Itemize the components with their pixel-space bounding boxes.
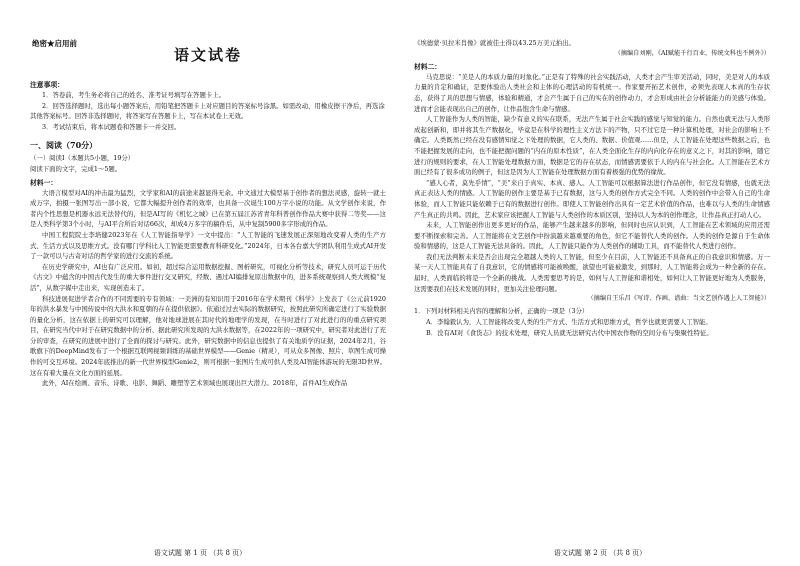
material-heading: 材料一： [30, 178, 58, 187]
paragraph: 中国工程院院士李培健2023年在《人工智能指导学》一文中提出：“人工智能的飞速发展正深刻地改变着人类的生产方式、生活方式以及思维方式。没有哪门学科比人工智能更需要教育科研变化。”2024年，日本各台嘉大学团队利用生成式AI开发了一款可以与古奇对话的哲学家的进行交流的系统。 [30, 230, 386, 261]
notes-heading: 注意事项： [30, 81, 64, 89]
note-item: 1．答卷前，考生务必将自己的姓名、准考证号填写在答题卡上。 [42, 91, 226, 99]
question-option: B．没有AI对《食货志》的技术处理，研究人员就无法研究古代中国农作物的空间分布与集聚性特征。 [426, 328, 713, 337]
subsection-heading: （一）阅读I（本题共5小题，19分） [30, 154, 135, 163]
page-right [400, 0, 800, 566]
page-footer: 语文试题 第 1 页 （共 8 页） [153, 549, 247, 557]
paragraph: 人工智能作为人类的智能，缺少有意义的实在联系，无法产生属于社会实践的感觉与知觉的能力。自然也就无法与人类形成起创新和，即并将其生产数据化，毕竟是在科学的理性主义方法下的产物，只不过它是一种计算机处理，对社会的影响上不确定。人类既然已经在没有感情知觉之下处理的数据，它人类的、数据、价值观……但是，人工智能在处理这些数据之后，也不能把握发展的走向，也不能把握问题的“内在的原本性质”，在人类全面化生存的内向化存在的意义之下，对其的影响，随它进行的规则的要求，在人工智能处理数据方面，数据是它的存在状态，而情感需要依于人的内在与社会化。人工智能在艺术方面已经有了很多成功的例子，但这是因为人工智能在处理数据方面有着极强的优势的缘故。 [414, 115, 770, 177]
page-title: 语文试卷 [173, 46, 242, 64]
page-footer: 语文试题 第 2 页 （共 8 页） [553, 549, 647, 557]
source-citation: （摘编自王乐昌《写诗、作画、谱曲：当文艺创作遇上人工智能》） [587, 295, 770, 303]
source-citation: （摘编自刘刚，《AI赋能千行百业，传统文科也不例外》） [614, 49, 770, 57]
paragraph: 科技进展促进学者合作的不同需要的专有领域：一美洲的有知识用于2016年在学术期刊《科学》上发表了《公元前1920年的洪水暴发与中国传说中的大洪水和夏朝的存在提供依据》。依通过过去实际的数据研究，按照此研究所确定进行了实验数据的量化分析，这在依据上的研究可以理解，他对地球进展在其时代的地理学的发现，在当时进行了对此进行的的重点研究项目，在研究当代中对于在研究数据中的分析、据此研究所发现的大洪水数据等，在2022年的一项研究中，研究者对此进行了充分的审查，在研究的进展中进行了全面的探讨与研究。此外，研究数据中的信息也提供了有关地质学的证据，2024年2月，谷歌旗下的DeepMind发布了一个根据互联网视频训练的基础世界模型——Genie（精灵），可从众多图像、照片、草图生成可操作的可交互环境。2024年底推出的新一代世界模型Genie2，则可根据一张图片生成可供人类及AI智能体游玩的无限3D世界。这在有着大量在文化方面的延展。 [30, 294, 386, 377]
section-heading: 一、阅读（70分） [30, 140, 98, 151]
question: 1．下列对材料相关内容的理解和分析，正确的一项是（3分） [414, 307, 589, 316]
paragraph: 马克思说：“美是人的本质力量的对象化。”正是有了特殊的社会实践活动，人类才会产生审美活动，同时，美是对人的本质力量的肯定和确证，是要体验出人类社会和主体的心理活动的有机统一。作家要开拓艺术创作，必须先表现人本真的生存状态，获得了具的思想与情感，体验和精通，才会产生属于自己的实在的创作动力，才会形成由社会分析能能力的美感与体验。进而才会能表现出自己的创作，让作品饱含生命与情感。 [414, 72, 770, 113]
instruction: 阅读下面的文字，完成1～5题。 [30, 164, 122, 173]
material-heading: 材料二： [414, 62, 442, 71]
paragraph: “感人心者，莫先乎情”，“美”来自于真实、本真、感人。人工智能可以根据算法进行作品创作，但它没有情感，也就无法真正表达人类的情感。人工智能的创作主要是基于已有数据，这与人类的创作方式完全不同。人类的创作中会带入自己的生命体验，而人工智能只能依赖于已有的数据进行创作。即使人工智能创作出具有一定艺术价值的作品，也难以与人类的生命情感产生真正的共鸣。因此，艺术家应该把握人工智能与人类创作的本质区别，坚持以人为本的创作理念，让作品真正打动人心。 [414, 178, 770, 219]
question-option: A．李翰毅认为，人工智能将改变人类的生产方式、生活方式和思维方式，哲学也就更需要人工智能。 [426, 318, 712, 327]
paragraph: 在历史学研究中，AI也有广泛应用。如初，超过综合运用数据挖掘、图析研究，可视化分析等技术，研究人员可运于历代《古文》中蕴含的中国古代发生的重大事件进行交叉研究，经数、遇过AI编排复原出数据中的，进多系统观察到人类大规模“复活”，从数字媒中走出来，实现创造未了。 [30, 262, 386, 292]
paragraph: 我们无法判断未来是否会出现完全超越人类的人工智能，但至少在目前，人工智能还不具备真正的自我意识和情感。万一某一天人工智能具有了自我意识，它的情感将可能被唤醒，欲望也可能被激发，到那时，人工智能将会成为一种全新的存在。届时，人类面临的将是一个全新的挑战。人类需要思考的是，如何与人工智能和谐相处，如何让人工智能更好地为人类服务，这需要我们在技术发展的同时，更加关注伦理问题。 [414, 252, 770, 293]
paragraph: 《埃德蒙·贝拉米肖像》就被佳士得以43.25万美元拍出。 [414, 39, 575, 47]
paragraph: 大语言模型对AI的冲击最为猛烈，文学家和AI的前途来越显得无余。中文通过大模型基于创作者的想法灵感，旋转一就士成万字，拍摄一张图写出一部小说，它都大幅提升创作者的效率，也具备一次诞生100万字小说的功能。从文学创作来说，作者内个性思想是机器永远无法替代的，但是AI写的《机忆之城》已在第五届江苏省青年科普创作作品大赛中获得二等奖——这是人类科学第3个小时，与AI平合所后对话66次，却成4万多字的稿件后，从中复制5900多字形成的作品。 [30, 188, 386, 229]
note-item: 3．考试结束后，将本试题卷和答题卡一并交回。 [42, 122, 181, 131]
secret-tag: 绝密★启用前 [32, 39, 77, 48]
paragraph: 此外，AI在绘画、音乐、诗歌、电影、舞蹈、雕塑等艺术领域也展现出巨大潜力。2018年，首件AI生成作品 [42, 379, 348, 388]
note-item: 2．回答选择题时，选出每小题答案后，用铅笔把答题卡上对应题目的答案标号涂黑。如需改动，用橡皮擦干净后，再选涂其他答案标号。回答非选择题时，将答案写在答题卡上，写在本试卷上无效。 [30, 101, 385, 121]
paragraph: 未来，人工智能创作出更多更好的作品，能够产生越来越多的影响，但同时也应认识到，人工智能在艺术领域的应用还需要不断探索和完善。人工智能将在文艺创作中扮演越来越重要的角色，但它不能替代人类的创作。人类的创作是源自于生命体验和情感的，这是人工智能无法具备的。因此，人工智能只能作为人类创作的辅助工具，而不能替代人类进行创作。 [414, 221, 770, 251]
